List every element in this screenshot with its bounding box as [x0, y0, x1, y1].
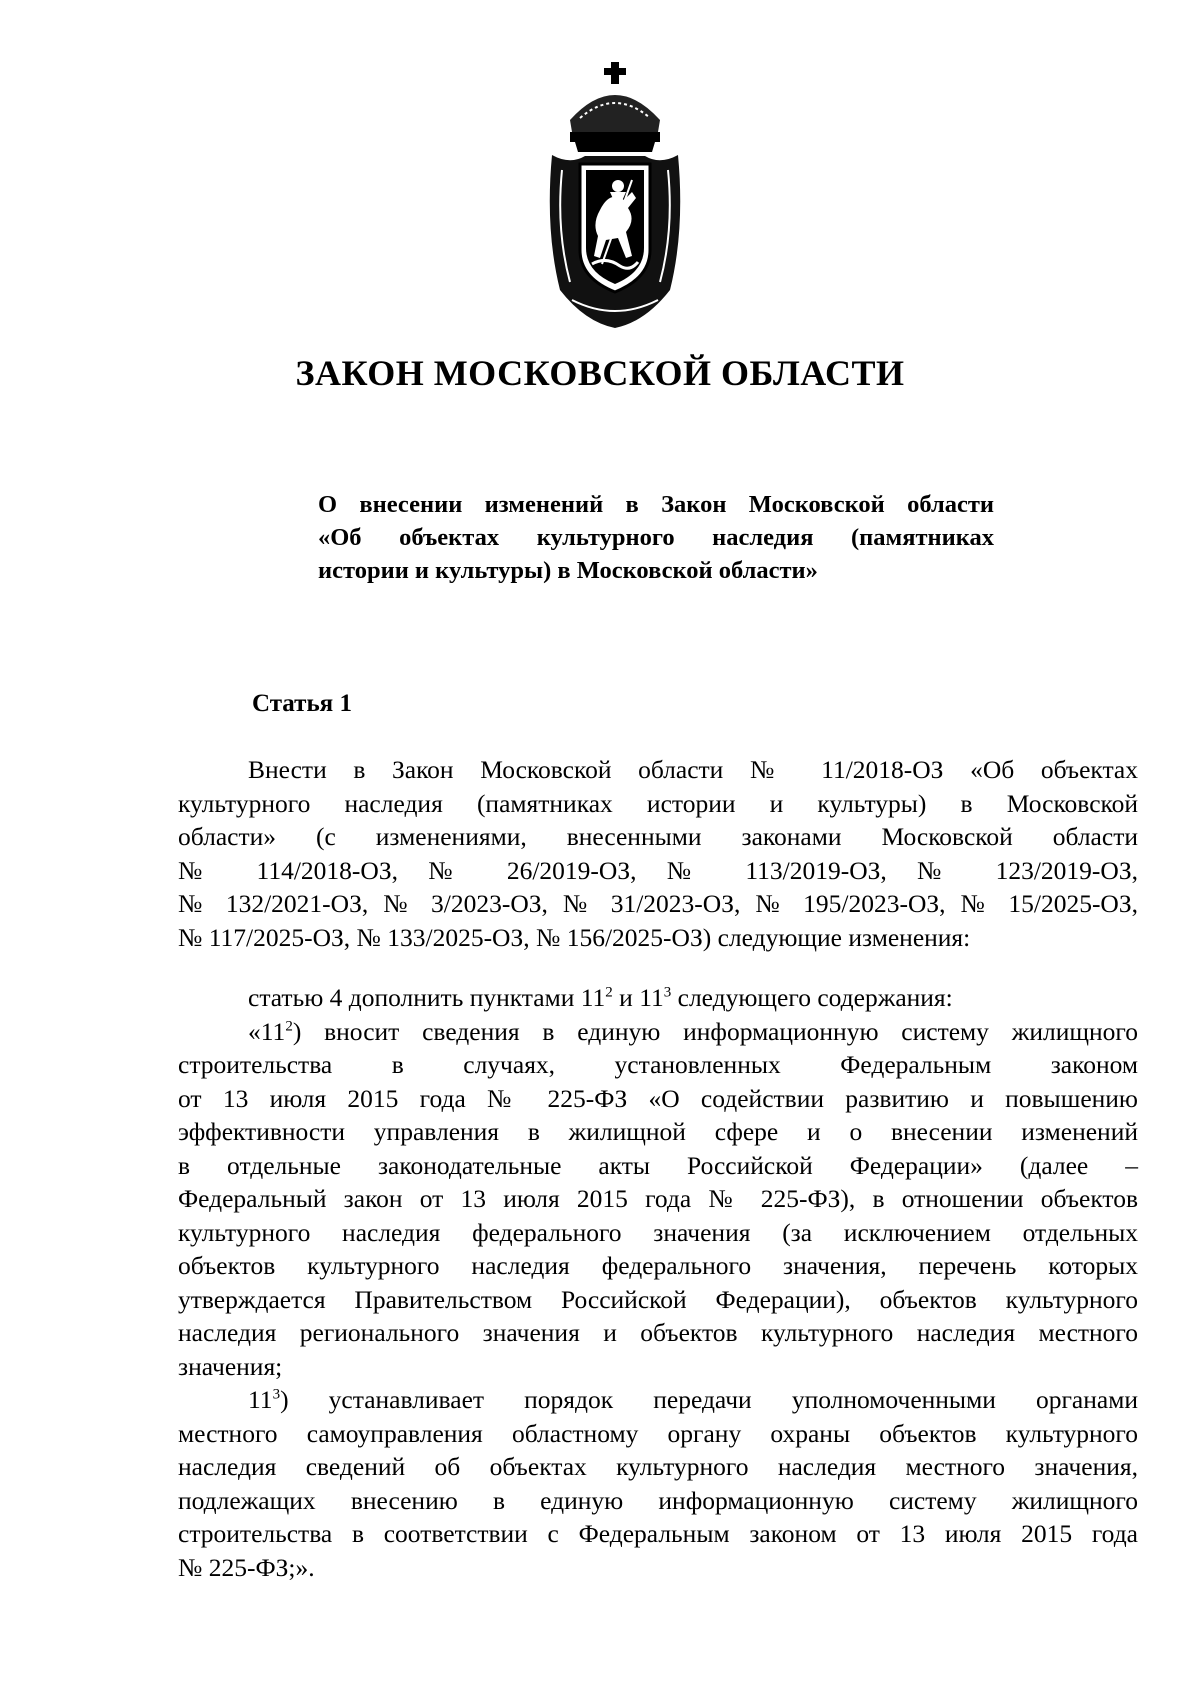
text-line: Внести в Закон Московской области № 11/2018-ОЗ «Об объектах [248, 755, 1138, 784]
subtitle-line: О внесении изменений в Закон Московской области [318, 491, 994, 518]
text-line: значения; [178, 1351, 283, 1381]
text-line: № 114/2018-ОЗ, № 26/2019-ОЗ, № 113/2019-ОЗ, № 123/2019-ОЗ, [178, 855, 1138, 885]
text-line: наследия регионального значения и объектов культурного наследия местного [178, 1318, 1138, 1347]
text-line: № 132/2021-ОЗ, № 3/2023-ОЗ, № 31/2023-ОЗ, № 195/2023-ОЗ, № 15/2025-ОЗ, [178, 889, 1138, 918]
text-line: утверждается Правительством Российской Федерации), объектов культурного [178, 1284, 1138, 1314]
text-line: в отдельные законодательные акты Российской Федерации» (далее – [178, 1150, 1138, 1180]
text-line: строительства в соответствии с Федеральным законом от 13 июля 2015 года [178, 1519, 1138, 1548]
article-paragraph-1 [178, 753, 1138, 954]
text-line: наследия сведений об объектах культурного наследия местного значения, [178, 1452, 1138, 1481]
item-11-3-first-line: $11^3$) устанавливает порядок передачи уполномоченными органами [248, 1385, 1138, 1414]
text-line: объектов культурного наследия федерального значения, перечень которых [178, 1251, 1138, 1280]
text-line: эффективности управления в жилищной сфере и о внесении изменений [178, 1117, 1138, 1146]
subtitle-line: истории и культуры) в Московской области» [318, 557, 818, 584]
document-title: ЗАКОН МОСКОВСКОЙ ОБЛАСТИ [295, 353, 905, 393]
text-line: строительства в случаях, установленных Федеральным законом [178, 1050, 1138, 1079]
law-subtitle [318, 488, 994, 587]
text-line: культурного наследия федерального значения (за исключением отдельных [178, 1217, 1138, 1247]
text-line: области» (с изменениями, внесенными законами Московской области [178, 822, 1138, 851]
text-line: № 225-ФЗ;». [178, 1552, 315, 1582]
text-line: от 13 июля 2015 года № 225-ФЗ «О содействии развитию и повышению [178, 1083, 1138, 1113]
item-11-2-first-line: «$11^2$) вносит сведения в единую информационную систему жилищного [248, 1016, 1138, 1046]
coat-of-arms-icon [540, 60, 690, 330]
article-heading: Статья 1 [252, 690, 352, 717]
subtitle-line: «Об объектах культурного наследия (памятниках [318, 524, 994, 551]
text-line: подлежащих внесению в единую информационную систему жилищного [178, 1485, 1138, 1515]
text-line: культурного наследия (памятниках истории и культуры) в Московской [178, 788, 1138, 818]
text-line: № 117/2025-ОЗ, № 133/2025-ОЗ, № 156/2025-ОЗ) следующие изменения: [178, 922, 971, 952]
amendment-intro: статью 4 дополнить пунктами $11^2$ и $11^3$ следующего содержания: [248, 983, 953, 1012]
text-line: местного самоуправления областному органу охраны объектов культурного [178, 1418, 1138, 1448]
text-line: Федеральный закон от 13 июля 2015 года № 225-ФЗ), в отношении объектов [178, 1184, 1138, 1213]
amendment-text [178, 981, 1138, 1584]
